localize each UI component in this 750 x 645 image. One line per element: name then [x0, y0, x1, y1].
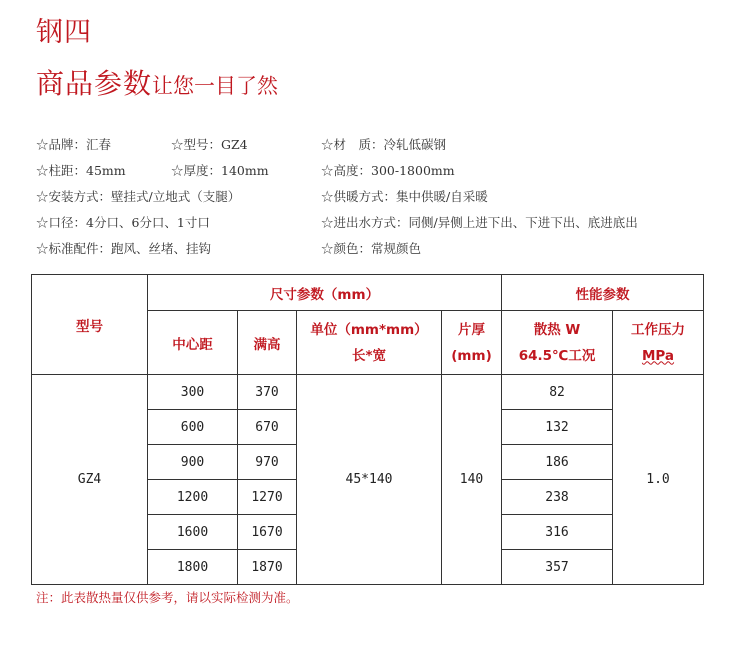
- cell-heat: 357: [502, 550, 613, 585]
- star-icon: ☆: [36, 189, 49, 204]
- cell-center: 1800: [148, 550, 238, 585]
- heading-sub: 让您一目了然: [152, 74, 279, 98]
- spec-inlet-outlet: ☆进出水方式：同侧/异侧上进下出、下进下出、底进底出: [321, 215, 638, 230]
- table-row: [32, 375, 704, 410]
- cell-center: 1200: [148, 480, 238, 515]
- spec-column-distance: ☆柱距：45mm: [36, 163, 126, 178]
- star-icon: ☆: [321, 241, 334, 256]
- cell-full-height: 370: [238, 375, 297, 410]
- header-model: 型号: [32, 275, 148, 375]
- header-working-pressure: 工作压力 MPa: [613, 311, 704, 375]
- header-fin-thickness: 片厚 (mm): [442, 311, 502, 375]
- cell-full-height: 1870: [238, 550, 297, 585]
- star-icon: ☆: [36, 137, 49, 152]
- cell-center: 1600: [148, 515, 238, 550]
- star-icon: ☆: [321, 215, 334, 230]
- spec-accessories: ☆标准配件：跑风、丝堵、挂钩: [36, 241, 212, 256]
- star-icon: ☆: [36, 241, 49, 256]
- spec-height: ☆高度：300-1800mm: [321, 163, 455, 178]
- footnote: 注：此表散热量仅供参考，请以实际检测为准。: [36, 590, 299, 605]
- cell-fin: 140: [442, 375, 502, 585]
- star-icon: ☆: [171, 137, 184, 152]
- spec-material: ☆材 质：冷轧低碳钢: [321, 137, 447, 152]
- header-unit: 单位（mm*mm） 长*宽: [297, 311, 442, 375]
- header-center-distance: 中心距: [148, 311, 238, 375]
- cell-center: 300: [148, 375, 238, 410]
- star-icon: ☆: [36, 163, 49, 178]
- cell-heat: 132: [502, 410, 613, 445]
- cell-heat: 238: [502, 480, 613, 515]
- cell-model: GZ4: [32, 375, 148, 585]
- params-table: [31, 274, 704, 585]
- cell-heat: 186: [502, 445, 613, 480]
- spec-heating: ☆供暖方式：集中供暖/自采暖: [321, 189, 488, 204]
- header-full-height: 满高: [238, 311, 297, 375]
- cell-heat: 316: [502, 515, 613, 550]
- cell-unit: 45*140: [297, 375, 442, 585]
- star-icon: ☆: [36, 215, 49, 230]
- header-heat-output: 散热 W 64.5℃工况: [502, 311, 613, 375]
- cell-full-height: 1270: [238, 480, 297, 515]
- page-title: 钢四: [36, 17, 92, 48]
- cell-heat: 82: [502, 375, 613, 410]
- star-icon: ☆: [321, 189, 334, 204]
- header-size-group: 尺寸参数（mm）: [148, 275, 502, 311]
- cell-pressure: 1.0: [613, 375, 704, 585]
- cell-center: 900: [148, 445, 238, 480]
- cell-full-height: 970: [238, 445, 297, 480]
- spec-color: ☆颜色：常规颜色: [321, 241, 422, 256]
- star-icon: ☆: [321, 137, 334, 152]
- spec-brand: ☆品牌：汇春: [36, 137, 112, 152]
- star-icon: ☆: [171, 163, 184, 178]
- cell-full-height: 1670: [238, 515, 297, 550]
- spec-install: ☆安装方式：壁挂式/立地式（支腿）: [36, 189, 241, 204]
- heading-main: 商品参数: [36, 67, 153, 100]
- spec-model: ☆型号：GZ4: [171, 137, 248, 152]
- header-performance-group: 性能参数: [502, 275, 704, 311]
- cell-center: 600: [148, 410, 238, 445]
- section-heading: [36, 62, 278, 102]
- star-icon: ☆: [321, 163, 334, 178]
- spec-thickness: ☆厚度：140mm: [171, 163, 269, 178]
- cell-full-height: 670: [238, 410, 297, 445]
- spec-caliber: ☆口径：4分口、6分口、1寸口: [36, 215, 210, 230]
